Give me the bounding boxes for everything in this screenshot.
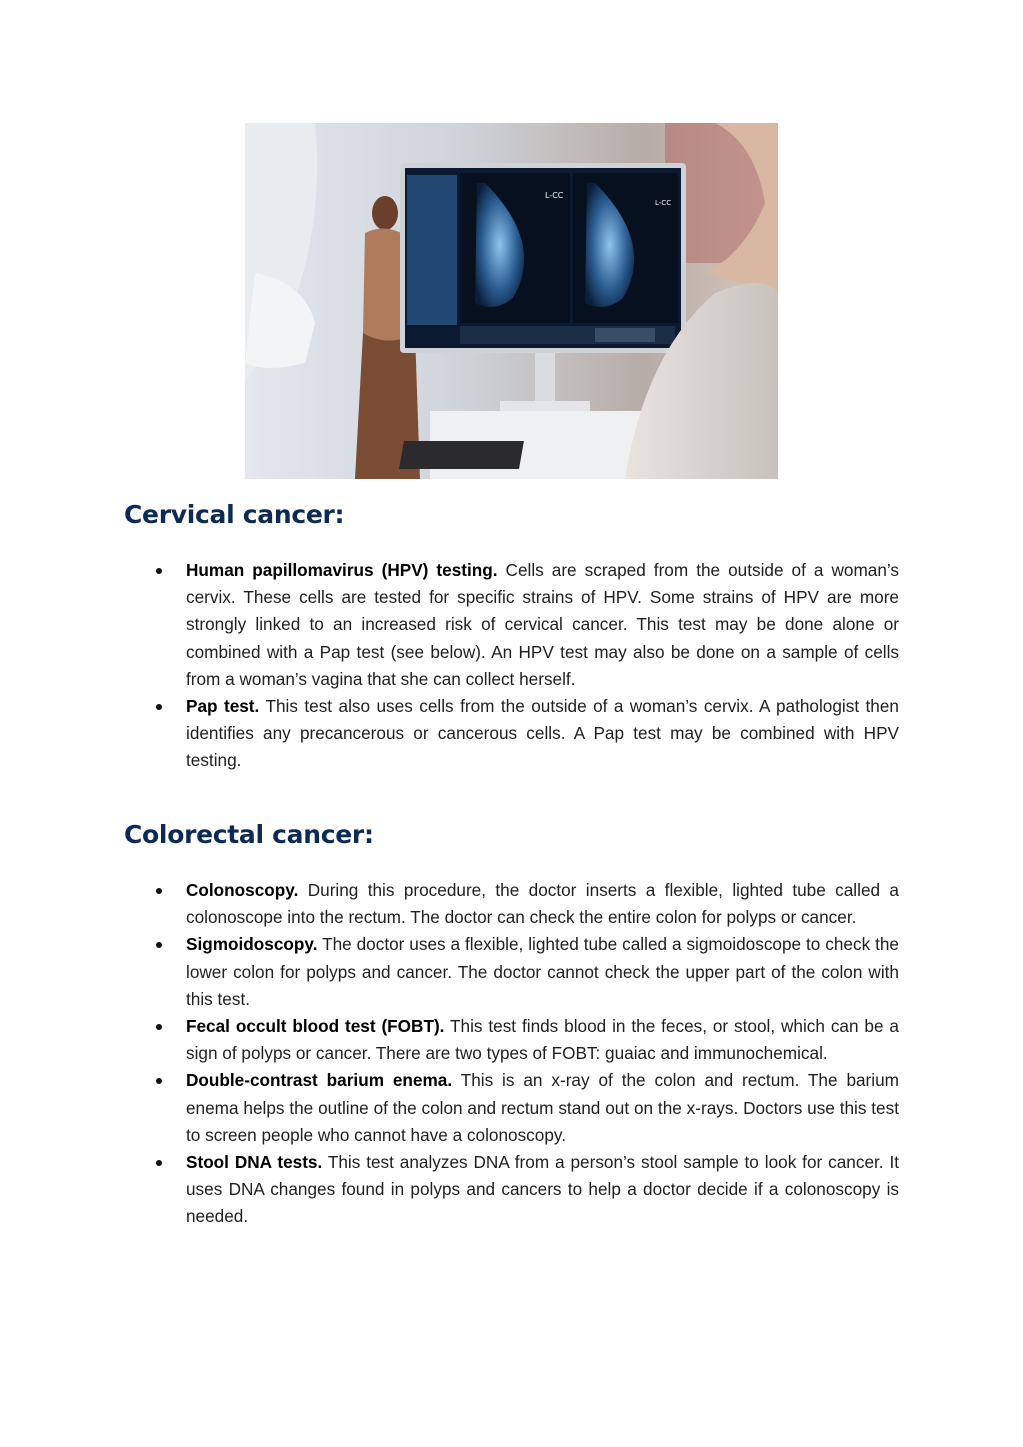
- list-item: [124, 693, 899, 775]
- list-item-term: Human papillomavirus (HPV) testing.: [186, 560, 498, 580]
- section-heading-colorectal: Colorectal cancer:: [124, 820, 374, 849]
- list-item: [124, 557, 899, 693]
- list-item-term: Sigmoidoscopy.: [186, 934, 318, 955]
- list-item-text: This test analyzes DNA from a person’s stool sample to look for cancer. It uses DNA changes found in polyps and cancers to help a doctor decide if a colonoscopy is needed.: [186, 1152, 899, 1227]
- bullet-icon: [156, 942, 162, 948]
- mammography-scene-illustration: [245, 123, 778, 479]
- list-item: [124, 877, 899, 931]
- mammography-photo: [245, 123, 778, 479]
- monitor-label-right: L-CC: [655, 199, 672, 207]
- bullet-icon: [156, 888, 162, 894]
- bullet-icon: [156, 704, 162, 710]
- list-item: [124, 1067, 899, 1149]
- section-heading-cervical: Cervical cancer:: [124, 500, 345, 529]
- list-item-term: Double-contrast barium enema.: [186, 1070, 453, 1091]
- list-item-text: This is an x-ray of the colon and rectum. The barium enema helps the outline of the colon and rectum stand out on the x-rays. Doctors use this test to screen people who cannot have a colonoscopy.: [186, 1070, 899, 1145]
- colorectal-screening-list: [124, 877, 899, 1231]
- list-item-text: The doctor uses a flexible, lighted tube called a sigmoidoscope to check the lower colon for polyps and cancer. The doctor cannot check the upper part of the colon with this test.: [186, 934, 899, 1009]
- list-item-text: Cells are scraped from the outside of a woman’s cervix. These cells are tested for specific strains of HPV. Some strains of HPV are more strongly linked to an increased risk of cervical cancer. This test may be done alone or combined with a Pap test (see below). An HPV test may also be done on a sample of cells from a woman’s vagina that she can collect herself.: [186, 560, 900, 689]
- list-item: [124, 931, 899, 1013]
- list-item: [124, 1149, 899, 1231]
- list-item-term: Stool DNA tests.: [186, 1152, 323, 1173]
- list-item-term: Colonoscopy.: [186, 880, 299, 900]
- list-item-term: Pap test.: [186, 696, 260, 717]
- cervical-screening-list: [124, 557, 899, 775]
- list-item-text: This test also uses cells from the outside of a woman’s cervix. A pathologist then identifies any precancerous or cancerous cells. A Pap test may be combined with HPV testing.: [186, 696, 899, 771]
- list-item-text: During this procedure, the doctor inserts a flexible, lighted tube called a colonoscope into the rectum. The doctor can check the entire colon for polyps or cancer.: [186, 880, 899, 928]
- list-item-text: This test finds blood in the feces, or stool, which can be a sign of polyps or cancer. There are two types of FOBT: guaiac and immunochemical.: [186, 1016, 899, 1064]
- list-item: [124, 1013, 899, 1067]
- bullet-icon: [156, 1078, 162, 1084]
- bullet-icon: [156, 568, 162, 574]
- bullet-icon: [156, 1160, 162, 1166]
- bullet-icon: [156, 1024, 162, 1030]
- list-item-term: Fecal occult blood test (FOBT).: [186, 1016, 445, 1037]
- monitor-label-left: L-CC: [545, 191, 564, 200]
